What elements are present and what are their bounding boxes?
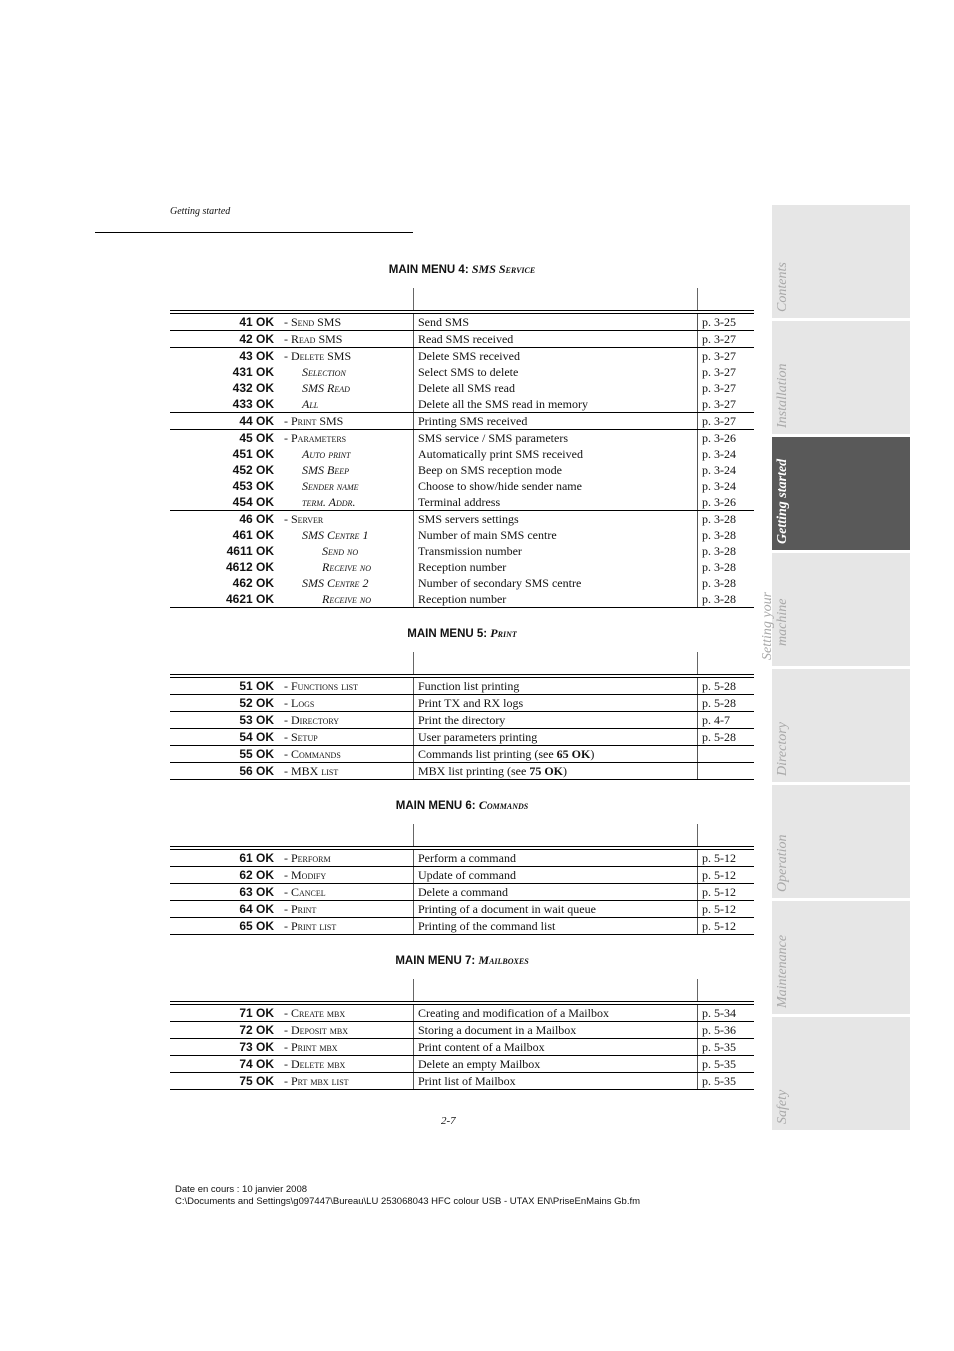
menu-page-ref: p. 3-28 xyxy=(702,560,736,574)
menu-title xyxy=(170,953,754,968)
menu-label: - Read SMS xyxy=(284,332,343,346)
table-row xyxy=(170,330,754,347)
menu-description: Printing of the command list xyxy=(418,919,556,933)
menu-description: Automatically print SMS received xyxy=(418,447,583,461)
menu-description: Delete SMS received xyxy=(418,349,520,363)
tab-label: Operation xyxy=(775,834,790,892)
menu-title xyxy=(170,262,754,277)
table-header-row xyxy=(170,824,754,846)
menu-page-ref: p. 5-28 xyxy=(702,696,736,710)
table-row xyxy=(170,543,754,559)
menu-title-prefix: MAIN MENU 5: xyxy=(407,628,491,640)
table-row xyxy=(170,1072,754,1089)
table-row xyxy=(170,711,754,728)
menu-page-ref: p. 3-27 xyxy=(702,414,736,428)
menu-description: Beep on SMS reception mode xyxy=(418,463,562,477)
menu-label: - Delete mbx xyxy=(284,1057,346,1071)
menu-label: Send no xyxy=(322,544,359,558)
menu-label: - Functions list xyxy=(284,679,359,693)
menu-code: 41 OK xyxy=(239,315,274,329)
menu-page-ref: p. 3-28 xyxy=(702,512,736,526)
menu-description: Select SMS to delete xyxy=(418,365,519,379)
menu-description: Terminal address xyxy=(418,495,501,509)
menu-page-ref: p. 3-27 xyxy=(702,332,736,346)
tab-maintenance[interactable] xyxy=(772,901,910,1014)
menu-page-ref: p. 3-26 xyxy=(702,431,736,445)
menu-code: 53 OK xyxy=(239,713,274,727)
table-row xyxy=(170,694,754,711)
table-row xyxy=(170,559,754,575)
menu-title-name: Commands xyxy=(478,798,529,812)
tab-operation[interactable] xyxy=(772,785,910,898)
menu-code: 433 OK xyxy=(232,397,274,411)
table-row xyxy=(170,446,754,462)
menu-code: 74 OK xyxy=(239,1057,274,1071)
menu-page-ref: p. 3-24 xyxy=(702,479,736,493)
menu-page-ref: p. 3-28 xyxy=(702,592,736,606)
menu-description: Printing of a document in wait queue xyxy=(418,902,596,916)
menu-title xyxy=(170,798,754,813)
table-bottom-rule xyxy=(170,607,754,608)
menu-title-prefix: MAIN MENU 7: xyxy=(395,955,479,967)
menu-label: Auto print xyxy=(302,447,351,461)
menu-label: - MBX list xyxy=(284,764,339,778)
menu-title-prefix: MAIN MENU 4: xyxy=(388,264,472,276)
menu-page-ref: p. 3-24 xyxy=(702,447,736,461)
menu-description: Print content of a Mailbox xyxy=(418,1040,545,1054)
menu-table xyxy=(170,288,754,608)
menu-description: Delete a command xyxy=(418,885,508,899)
menu-page-ref: p. 5-12 xyxy=(702,885,736,899)
tab-label: Getting started xyxy=(775,458,790,544)
menu-page-ref: p. 3-28 xyxy=(702,544,736,558)
menu-code: 75 OK xyxy=(239,1074,274,1088)
table-row xyxy=(170,900,754,917)
menu-code: 461 OK xyxy=(232,528,274,542)
menu-description: SMS service / SMS parameters xyxy=(418,431,568,445)
menu-description: Delete all SMS read xyxy=(418,381,515,395)
menu-title-prefix: MAIN MENU 6: xyxy=(395,800,479,812)
menu-description: Delete all the SMS read in memory xyxy=(418,397,588,411)
menu-label: SMS Beep xyxy=(302,463,349,477)
table-row xyxy=(170,917,754,934)
menu-description: MBX list printing (see 75 OK) xyxy=(418,764,567,778)
tab-label: Contents xyxy=(775,262,790,312)
menu-page-ref: p. 3-27 xyxy=(702,349,736,363)
menu-label: - Server xyxy=(284,512,324,526)
menu-code: 72 OK xyxy=(239,1023,274,1037)
menu-description: Print list of Mailbox xyxy=(418,1074,516,1088)
menu-label: - Print xyxy=(284,902,317,916)
menu-label: - Print mbx xyxy=(284,1040,338,1054)
menu-code: 52 OK xyxy=(239,696,274,710)
table-row xyxy=(170,762,754,779)
menu-page-ref: p. 3-24 xyxy=(702,463,736,477)
table-row xyxy=(170,883,754,900)
menu-code: 4621 OK xyxy=(225,592,274,606)
table-row xyxy=(170,1005,754,1021)
tab-getting-started[interactable] xyxy=(772,437,910,550)
menu-code: 71 OK xyxy=(239,1006,274,1020)
menu-page-ref: p. 5-12 xyxy=(702,851,736,865)
menu-page-ref: p. 3-27 xyxy=(702,397,736,411)
page-header-text: Getting started xyxy=(170,206,231,217)
menu-description: Creating and modification of a Mailbox xyxy=(418,1006,609,1020)
menu-title-name: Mailboxes xyxy=(478,953,529,967)
menu-code: 62 OK xyxy=(239,868,274,882)
menu-label: - Print list xyxy=(284,919,337,933)
menu-label: - Logs xyxy=(284,696,315,710)
table-row xyxy=(170,527,754,543)
menu-description: Reception number xyxy=(418,592,507,606)
menu-page-ref: p. 3-26 xyxy=(702,495,736,509)
menu-description: Delete an empty Mailbox xyxy=(418,1057,541,1071)
menu-code: 44 OK xyxy=(239,414,274,428)
table-row xyxy=(170,591,754,607)
table-bottom-rule xyxy=(170,934,754,935)
tab-label: Maintenance xyxy=(775,934,790,1008)
menu-description: Reception number xyxy=(418,560,507,574)
menu-code: 43 OK xyxy=(239,349,274,363)
table-row xyxy=(170,866,754,883)
menu-page-ref: p. 3-25 xyxy=(702,315,736,329)
table-row xyxy=(170,494,754,510)
menu-label: - Prt mbx list xyxy=(284,1074,349,1088)
menu-table xyxy=(170,652,754,780)
menu-code: 42 OK xyxy=(239,332,274,346)
menu-description: Transmission number xyxy=(418,544,522,558)
tab-label: Safety xyxy=(775,1089,790,1124)
table-row xyxy=(170,850,754,866)
menu-code: 454 OK xyxy=(232,495,274,509)
table-row xyxy=(170,412,754,429)
table-bottom-rule xyxy=(170,1089,754,1090)
menu-label: Sender name xyxy=(302,479,359,493)
menu-page-ref: p. 5-28 xyxy=(702,679,736,693)
menu-page-ref: p. 3-27 xyxy=(702,381,736,395)
menu-title-name: Print xyxy=(490,626,517,640)
footer-date: Date en cours : 10 janvier 2008 xyxy=(175,1184,308,1195)
menu-label: - Parameters xyxy=(284,431,347,445)
table-row xyxy=(170,347,754,364)
menu-label: term. Addr. xyxy=(302,495,356,509)
menu-page-ref: p. 5-12 xyxy=(702,919,736,933)
menu-label: - Setup xyxy=(284,730,318,744)
menu-description: Commands list printing (see 65 OK) xyxy=(418,747,595,761)
menu-label: - Directory xyxy=(284,713,340,727)
menu-description: Number of main SMS centre xyxy=(418,528,557,542)
menu-label: - Send SMS xyxy=(284,315,342,329)
menu-code: 64 OK xyxy=(239,902,274,916)
header-rule xyxy=(95,232,413,233)
table-row xyxy=(170,478,754,494)
menu-label: All xyxy=(302,397,319,411)
table-row xyxy=(170,380,754,396)
table-header-row xyxy=(170,652,754,674)
menu-page-ref: p. 5-34 xyxy=(702,1006,736,1020)
table-row xyxy=(170,745,754,762)
tab-installation[interactable] xyxy=(772,321,910,434)
menu-page-ref: p. 5-35 xyxy=(702,1040,736,1054)
menu-description: Printing SMS received xyxy=(418,414,528,428)
menu-description: Read SMS received xyxy=(418,332,514,346)
footer xyxy=(175,1184,640,1208)
table-row xyxy=(170,462,754,478)
menu-code: 45 OK xyxy=(239,431,274,445)
menu-description: SMS servers settings xyxy=(418,512,519,526)
menu-label: - Perform xyxy=(284,851,331,865)
table-row xyxy=(170,1021,754,1038)
menu-description: User parameters printing xyxy=(418,730,538,744)
menu-label: - Deposit mbx xyxy=(284,1023,349,1037)
table-header-row xyxy=(170,288,754,310)
menu-label: - Modify xyxy=(284,868,327,882)
menu-label: SMS Centre 2 xyxy=(302,576,369,590)
menu-code: 452 OK xyxy=(232,463,274,477)
menu-page-ref: p. 3-28 xyxy=(702,528,736,542)
menu-code: 4611 OK xyxy=(226,544,274,558)
table-row xyxy=(170,575,754,591)
menu-title-name: SMS Service xyxy=(471,262,536,276)
menu-label: - Print SMS xyxy=(284,414,344,428)
menu-page-ref: p. 5-35 xyxy=(702,1057,736,1071)
table-row xyxy=(170,314,754,330)
table-row xyxy=(170,728,754,745)
menu-label: - Delete SMS xyxy=(284,349,352,363)
table-row xyxy=(170,396,754,412)
menu-table xyxy=(170,824,754,935)
menu-page-ref: p. 5-35 xyxy=(702,1074,736,1088)
menu-page-ref: p. 5-36 xyxy=(702,1023,736,1037)
table-row xyxy=(170,678,754,694)
table-bottom-rule xyxy=(170,779,754,780)
menu-page-ref: p. 4-7 xyxy=(702,713,730,727)
menu-label: SMS Centre 1 xyxy=(302,528,369,542)
menu-page-ref: p. 5-28 xyxy=(702,730,736,744)
menu-description: Update of command xyxy=(418,868,516,882)
menu-code: 431 OK xyxy=(232,365,274,379)
table-row xyxy=(170,429,754,446)
menu-code: 55 OK xyxy=(239,747,274,761)
menu-label: - Create mbx xyxy=(284,1006,346,1020)
table-row xyxy=(170,1055,754,1072)
menu-description: Print the directory xyxy=(418,713,506,727)
menu-code: 56 OK xyxy=(239,764,274,778)
tab-safety[interactable] xyxy=(772,1017,910,1130)
table-header-row xyxy=(170,979,754,1001)
menu-description: Choose to show/hide sender name xyxy=(418,479,582,493)
menu-label: Selection xyxy=(302,365,346,379)
menu-label: Receive no xyxy=(322,560,371,574)
menu-page-ref: p. 5-12 xyxy=(702,902,736,916)
footer-path: C:\Documents and Settings\g097447\Bureau\LU 253068043 HFC colour USB - UTAX EN\PriseEnMains Gb.fm xyxy=(175,1196,641,1207)
menu-page-ref: p. 5-12 xyxy=(702,868,736,882)
menu-code: 451 OK xyxy=(232,447,274,461)
menu-page-ref: p. 3-27 xyxy=(702,365,736,379)
menu-code: 46 OK xyxy=(239,512,274,526)
menu-code: 63 OK xyxy=(239,885,274,899)
tab-label: Setting your machine xyxy=(760,591,790,660)
menu-table xyxy=(170,979,754,1090)
menu-label: - Commands xyxy=(284,747,341,761)
tab-directory[interactable] xyxy=(772,669,910,782)
table-row xyxy=(170,1038,754,1055)
table-row xyxy=(170,364,754,380)
tab-setting-your-machine[interactable] xyxy=(760,553,910,666)
menu-description: Perform a command xyxy=(418,851,516,865)
menu-label: - Cancel xyxy=(284,885,326,899)
menu-code: 462 OK xyxy=(232,576,274,590)
tab-label: Directory xyxy=(775,722,790,776)
menu-description: Number of secondary SMS centre xyxy=(418,576,582,590)
tab-label: Installation xyxy=(775,363,790,428)
menu-label: Receive no xyxy=(322,592,371,606)
menu-code: 61 OK xyxy=(239,851,274,865)
menu-description: Print TX and RX logs xyxy=(418,696,524,710)
menu-code: 73 OK xyxy=(239,1040,274,1054)
menu-code: 4612 OK xyxy=(225,560,274,574)
table-row xyxy=(170,510,754,527)
menu-label: SMS Read xyxy=(302,381,350,395)
menu-page-ref: p. 3-28 xyxy=(702,576,736,590)
page-number: 2-7 xyxy=(441,1115,456,1127)
menu-description: Storing a document in a Mailbox xyxy=(418,1023,577,1037)
menu-code: 65 OK xyxy=(239,919,274,933)
menu-code: 51 OK xyxy=(239,679,274,693)
menu-description: Function list printing xyxy=(418,679,520,693)
menu-code: 54 OK xyxy=(239,730,274,744)
menu-description: Send SMS xyxy=(418,315,470,329)
menu-code: 453 OK xyxy=(232,479,274,493)
menu-code: 432 OK xyxy=(232,381,274,395)
menu-title xyxy=(170,626,754,641)
tab-contents[interactable] xyxy=(772,205,910,318)
